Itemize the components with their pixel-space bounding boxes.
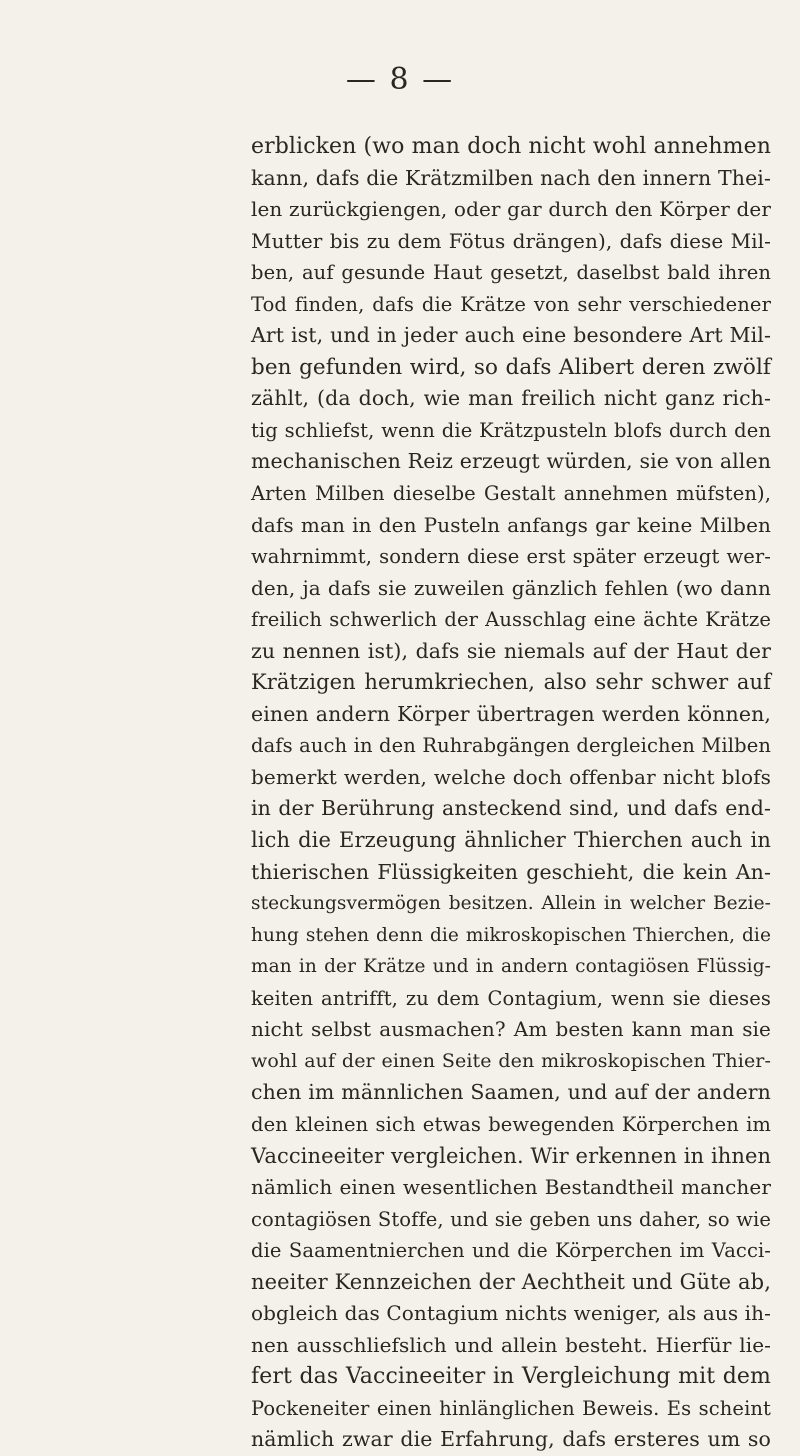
- text-line: steckungsvermögen besitzen. Allein in welcher Bezie-: [251, 893, 771, 915]
- text-line: neeiter Kennzeichen der Aechtheit und Güte ab,: [251, 1269, 771, 1294]
- text-line: keiten antrifft, zu dem Contagium, wenn sie dieses: [251, 986, 771, 1010]
- text-line: in der Berührung ansteckend sind, und dafs end-: [251, 796, 771, 821]
- text-line: Art ist, und in jeder auch eine besondere Art Mil-: [251, 323, 771, 348]
- text-line: Arten Milben dieselbe Gestalt annehmen müfsten),: [251, 482, 771, 506]
- text-line: wahrnimmt, sondern diese erst später erzeugt wer-: [251, 545, 771, 569]
- text-line: chen im männlichen Saamen, und auf der andern: [251, 1080, 771, 1105]
- text-line: zu nennen ist), dafs sie niemals auf der Haut der: [251, 638, 771, 663]
- text-line: Mutter bis zu dem Fötus drängen), dafs diese Mil-: [251, 228, 771, 253]
- text-line: len zurückgiengen, oder gar durch den Körper der: [251, 197, 771, 222]
- text-line: lich die Erzeugung ähnlicher Thierchen auch in: [251, 828, 771, 853]
- text-line: ben, auf gesunde Haut gesetzt, daselbst bald ihren: [251, 261, 771, 285]
- text-line: Tod finden, dafs die Krätze von sehr verschiedener: [251, 292, 771, 316]
- text-line: ben gefunden wird, so dafs Alibert deren zwölf: [251, 354, 771, 380]
- text-line: zählt, (da doch, wie man freilich nicht ganz rich-: [251, 386, 771, 411]
- text-line: Krätzigen herumkriechen, also sehr schwer auf: [251, 670, 771, 695]
- text-line: fert das Vaccineeiter in Vergleichung mit dem: [251, 1364, 771, 1390]
- text-line: contagiösen Stoffe, und sie geben uns daher, so wie: [251, 1207, 771, 1231]
- text-line: kann, dafs die Krätzmilben nach den innern Thei-: [251, 165, 771, 190]
- text-line: nicht selbst ausmachen? Am besten kann man sie: [251, 1017, 771, 1042]
- text-line: freilich schwerlich der Ausschlag eine ächte Krätze: [251, 608, 771, 632]
- text-line: dafs auch in den Ruhrabgängen dergleichen Milben: [251, 734, 771, 758]
- body-text: [251, 131, 771, 1456]
- text-line: hung stehen denn die mikroskopischen Thierchen, die: [251, 924, 771, 946]
- text-line: den, ja dafs sie zuweilen gänzlich fehlen (wo dann: [251, 575, 771, 600]
- text-line: nämlich zwar die Erfahrung, dafs ersteres um so: [251, 1427, 771, 1452]
- text-line: nämlich einen wesentlichen Bestandtheil mancher: [251, 1175, 771, 1200]
- text-line: obgleich das Contagium nichts weniger, als aus ih-: [251, 1301, 772, 1326]
- text-line: man in der Krätze und in andern contagiösen Flüssig-: [251, 956, 771, 978]
- text-line: einen andern Körper übertragen werden können,: [251, 701, 771, 726]
- text-line: bemerkt werden, welche doch offenbar nicht blofs: [251, 764, 771, 789]
- text-line: mechanischen Reiz erzeugt würden, sie von allen: [251, 449, 771, 474]
- text-line: wohl auf der einen Seite den mikroskopischen Thier-: [251, 1049, 771, 1072]
- text-line: erblicken (wo man doch nicht wohl annehmen: [251, 134, 771, 159]
- text-line: dafs man in den Pusteln anfangs gar keine Milben: [251, 512, 771, 537]
- text-line: die Saamentnierchen und die Körperchen im Vacci-: [251, 1239, 771, 1263]
- text-line: Pockeneiter einen hinlänglichen Beweis. Es scheint: [251, 1396, 771, 1420]
- text-line: thierischen Flüssigkeiten geschieht, die kein An-: [251, 859, 771, 884]
- page-number: — 8 —: [345, 62, 455, 97]
- text-line: nen ausschliefslich und allein besteht. Hierfür lie-: [251, 1332, 771, 1357]
- text-line: tig schliefst, wenn die Krätzpusteln blofs durch den: [251, 418, 771, 442]
- text-line: den kleinen sich etwas bewegenden Körperchen im: [251, 1112, 771, 1136]
- text-line: Vaccineeiter vergleichen. Wir erkennen in ihnen: [251, 1143, 772, 1168]
